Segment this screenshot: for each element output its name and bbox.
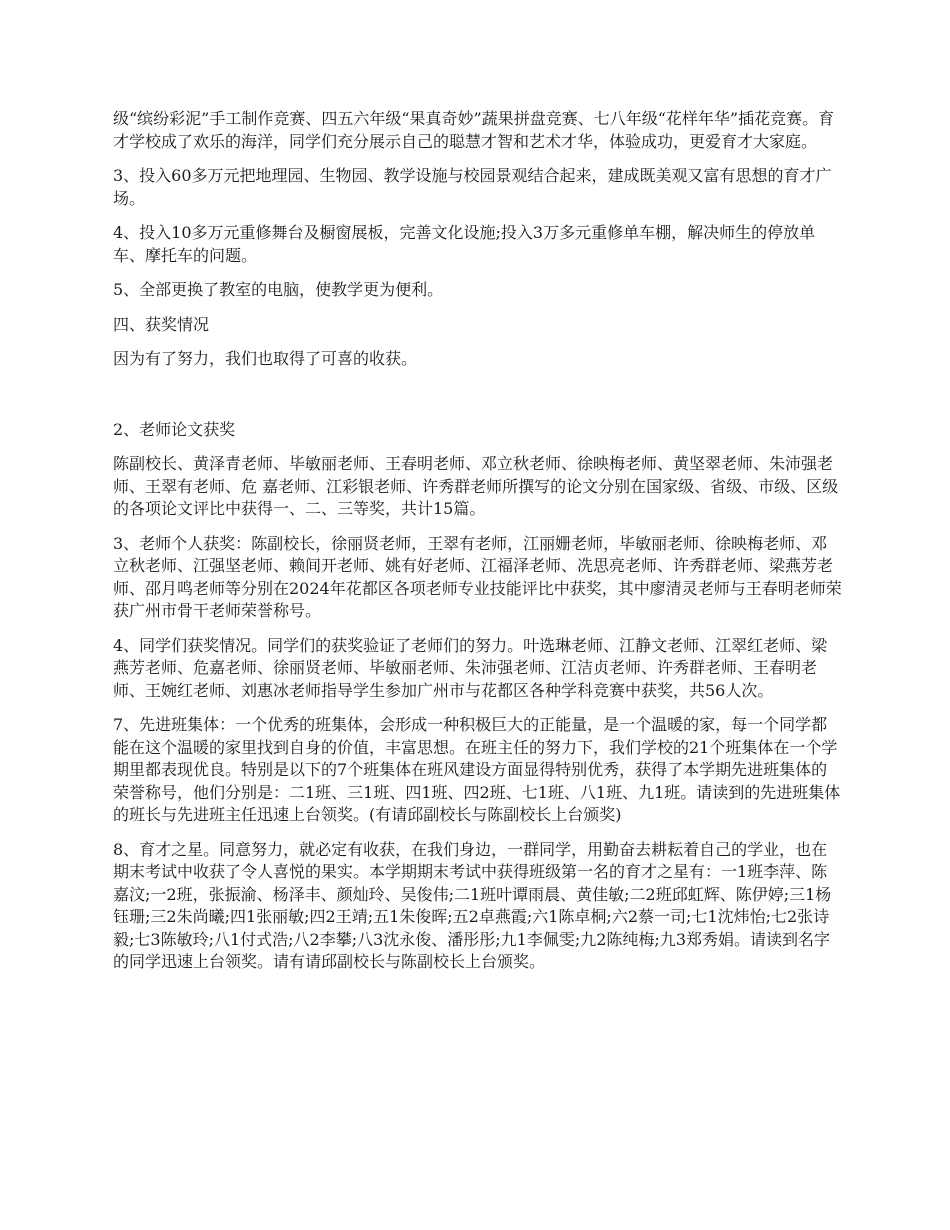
paragraph-item-4-stage: 4、投入10多万元重修舞台及橱窗展板，完善文化设施;投入3万多元重修单车棚，解决师生的停放单车、摩托车的问题。 (113, 223, 816, 265)
blank-gap (113, 383, 843, 419)
section-heading-awards: 四、获奖情况 (113, 314, 210, 334)
paragraph-item-3-plaza: 3、投入60多万元把地理园、生物园、教学设施与校园景观结合起来，建成既美观又富有思想的育才广场。 (113, 166, 832, 208)
paragraph-student-awards: 4、同学们获奖情况。同学们的获奖验证了老师们的努力。叶选琳老师、江静文老师、江翠红老师、梁燕芳老师、危嘉老师、徐丽贤老师、毕敏丽老师、朱沛强老师、江洁贞老师、许秀群老师、王春明老师、王婉红老师、刘惠冰老师指导学生参加广州市与花都区各种学科竞赛中获奖，共56人次。 (113, 635, 828, 700)
paragraph-item-5-computers: 5、全部更换了教室的电脑，使教学更为便利。 (113, 280, 444, 299)
paragraph-awards-intro: 因为有了努力，我们也取得了可喜的收获。 (113, 349, 418, 368)
subheading-paper-awards: 2、老师论文获奖 (113, 419, 236, 439)
paragraph-yucai-stars: 8、育才之星。同意努力，就必定有收获，在我们身边，一群同学，用勤奋去耕耘着自己的学业，也在期末考试中收获了令人喜悦的果实。本学期期末考试中获得班级第一名的育才之星有：一1班李萍、陈嘉汶;一2班，张振渝、杨泽丰、颜灿玲、吴俊伟;二1班叶谭雨晨、黄佳敏;二2班邱虹辉、陈伊婷;三1杨钰珊;三2朱尚曦;四1张丽敏;四2王靖;五1朱俊晖;五2卓燕霞;六1陈卓桐;六2蔡一司;七1沈炜怡;七2张诗毅;七3陈敏玲;八1付式浩;八2李攀;八3沈永俊、潘彤彤;九1李佩雯;九2陈纯梅;九3郑秀娟。请读到名字的同学迅速上台领奖。请有请邱副校长与陈副校长上台颁奖。 (113, 839, 832, 971)
paragraph-paper-awards: 陈副校长、黄泽青老师、毕敏丽老师、王春明老师、邓立秋老师、徐映梅老师、黄坚翠老师、朱沛强老师、王翠有老师、危 嘉老师、江彩银老师、许秀群老师所撰写的论文分别在国家级、省级、市级、区级的各项论文评比中获得一、二、三等奖，共计15篇。 (113, 454, 839, 518)
paragraph-competitions: 级“缤纷彩泥”手工制作竞赛、四五六年级“果真奇妙”蔬果拼盘竞赛、七八年级“花样年华”插花竞赛。育才学校成了欢乐的海洋，同学们充分展示自己的聪慧才智和艺术才华，体验成功，更爱育才大家庭。 (113, 109, 835, 151)
paragraph-advanced-classes: 7、先进班集体：一个优秀的班集体，会形成一种积极巨大的正能量，是一个温暖的家，每一个同学都能在这个温暖的家里找到自身的价值，丰富思想。在班主任的努力下，我们学校的21个班集体在一个学期里都表现优良。特别是以下的7个班集体在班风建设方面显得特别优秀，获得了本学期先进班集体的荣誉称号，他们分别是：二1班、三1班、四1班、四2班、七1班、八1班、九1班。请读到的先进班集体的班长与先进班主任迅速上台领奖。(有请邱副校长与陈副校长上台颁奖) (113, 715, 841, 824)
document-page (113, 108, 843, 986)
paragraph-teacher-awards: 3、老师个人获奖：陈副校长，徐丽贤老师，王翠有老师，江丽姗老师，毕敏丽老师、徐映梅老师、邓立秋老师、江强坚老师、赖间开老师、姚有好老师、江福泽老师、冼思亮老师、许秀群老师、梁燕芳老师、邵月鸣老师等分别在2024年花都区各项老师专业技能评比中获奖，其中廖清灵老师与王春明老师荣获广州市骨干老师荣誉称号。 (113, 533, 842, 620)
